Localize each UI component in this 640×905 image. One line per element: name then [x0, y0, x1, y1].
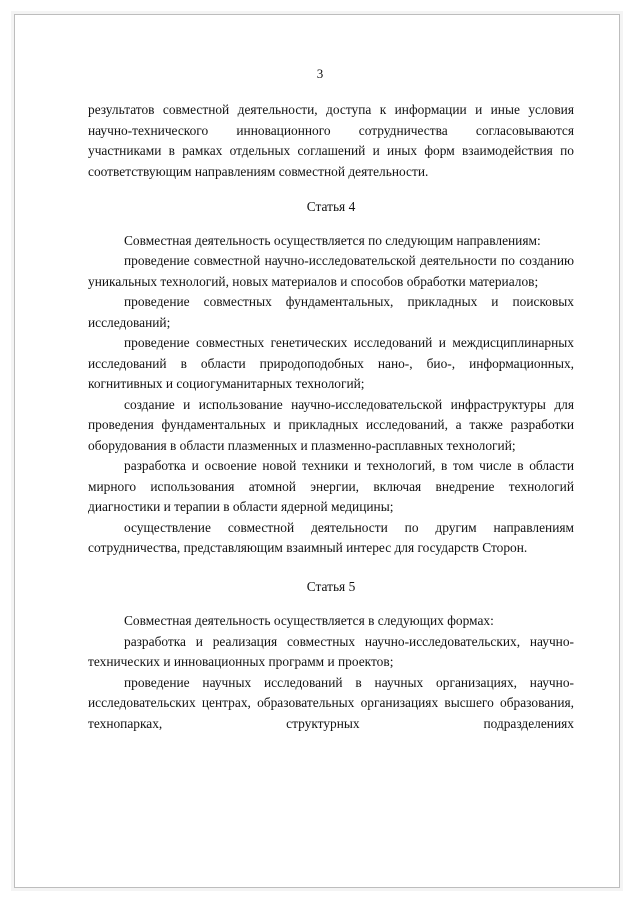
article-4-item: проведение совместной научно-исследовательской деятельности по созданию уникальных технологий, новых материалов и способов обработки материалов; — [88, 253, 574, 289]
document-body — [88, 100, 574, 734]
article-4-lead: Совместная деятельность осуществляется по следующим направлениям: — [124, 232, 541, 248]
page-number: 3 — [316, 66, 324, 81]
article-4-title: Статья 4 — [306, 199, 356, 214]
intro-paragraph: результатов совместной деятельности, доступа к информации и иные условия научно-технического инновационного сотрудничества согласовываются участниками в рамках отдельных соглашений и иных форм взаимодействия по соответствующим направлениям совместной деятельности. — [88, 102, 574, 179]
article-4-item: осуществление совместной деятельности по другим направлениям сотрудничества, представляющим взаимный интерес для государств Сторон. — [88, 519, 574, 555]
article-5-lead: Совместная деятельность осуществляется в следующих формах: — [124, 613, 494, 628]
article-5-title: Статья 5 — [306, 578, 356, 594]
article-4-item: создание и использование научно-исследовательской инфраструктуры для проведения фундаментальных и прикладных исследований, а также разработки оборудования в области плазменных и плазменно-расплавных технологий; — [88, 396, 574, 453]
article-4-item: проведение совместных генетических исследований и междисциплинарных исследований в области природоподобных нано-, био-, информационных, когнитивных и социогуманитарных технологий; — [88, 335, 574, 391]
article-4-item: проведение совместных фундаментальных, прикладных и поисковых исследований; — [88, 294, 574, 330]
article-4-item: разработка и освоение новой техники и технологий, в том числе в области мирного использования атомной энергии, включая внедрение технологий диагностики и терапии в области ядерной медицины; — [88, 458, 574, 514]
article-5-item: проведение научных исследований в научных организациях, научно-исследовательских центрах, образовательных организациях высшего образования, технопарках, структурных подразделениях — [88, 674, 574, 731]
article-5-item: разработка и реализация совместных научно-исследовательских, научно-технических и инновационных программ и проектов; — [88, 633, 574, 669]
